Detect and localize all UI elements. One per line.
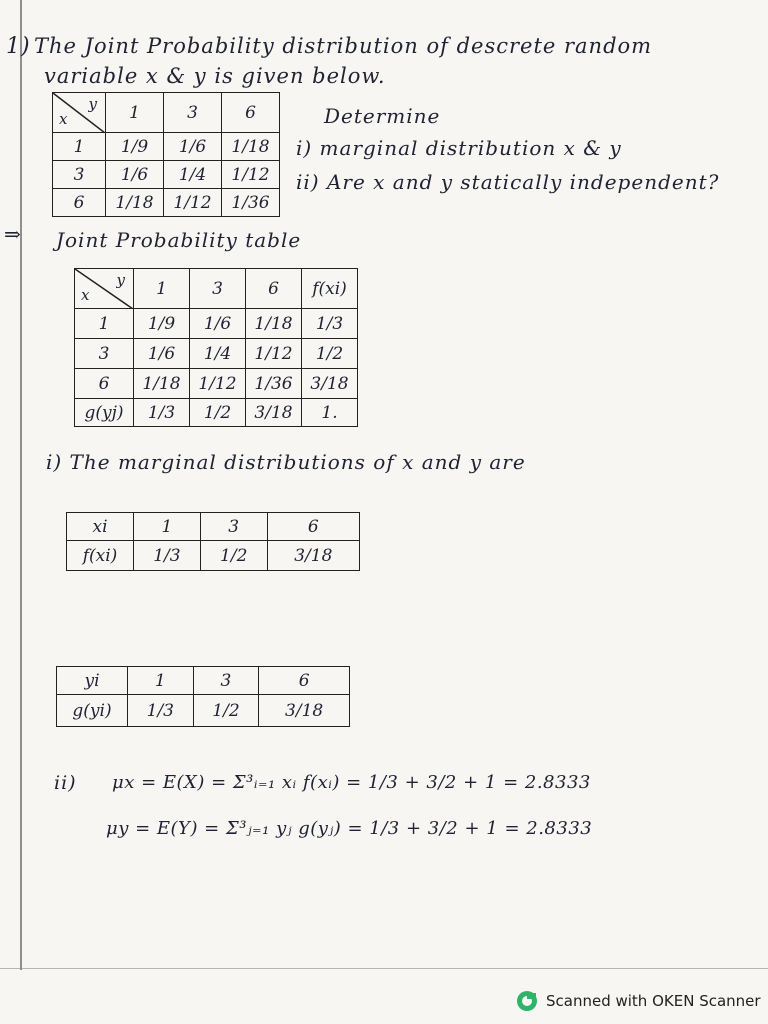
given-joint-table xyxy=(52,92,280,217)
col-header: 1 xyxy=(134,269,190,309)
row-header: 1 xyxy=(75,309,134,339)
table-cell: 1/12 xyxy=(164,189,222,217)
table-cell: 1/6 xyxy=(190,309,246,339)
mu-y-equation: μy = E(Y) = Σ³ⱼ₌₁ yⱼ g(yⱼ) = 1/3 + 3/2 + 1 = 2.8333 xyxy=(106,818,593,839)
table-cell: 1. xyxy=(302,399,358,427)
table-cell: 1/4 xyxy=(190,339,246,369)
scanner-logo-icon xyxy=(516,990,538,1012)
table-cell: 1/18 xyxy=(222,133,280,161)
row-header: 1 xyxy=(53,133,106,161)
marginal-title: i) The marginal distributions of x and y are xyxy=(46,450,526,474)
row-header: 3 xyxy=(53,161,106,189)
diag-header-cell xyxy=(75,269,134,309)
table-cell: 1/6 xyxy=(164,133,222,161)
header-cell: 3 xyxy=(200,513,267,541)
row-header: 6 xyxy=(75,369,134,399)
col-header: 6 xyxy=(246,269,302,309)
table-cell: 1/12 xyxy=(222,161,280,189)
col-header: 3 xyxy=(190,269,246,309)
header-cell: 1 xyxy=(128,667,194,695)
table-cell: 1/2 xyxy=(302,339,358,369)
diag-header-cell xyxy=(53,93,106,133)
table-cell: 1/6 xyxy=(106,161,164,189)
answer-arrow: ⇒ xyxy=(4,222,21,246)
part-i-question: i) marginal distribution x & y xyxy=(296,136,622,160)
question-line-1: The Joint Probability distribution of descrete random xyxy=(34,34,653,58)
header-cell: xi xyxy=(67,513,134,541)
table-cell: 1/36 xyxy=(246,369,302,399)
table-cell: 3/18 xyxy=(246,399,302,427)
question-line-2: variable x & y is given below. xyxy=(44,64,386,88)
col-header: 6 xyxy=(222,93,280,133)
col-header: 1 xyxy=(106,93,164,133)
table-cell: 1/2 xyxy=(193,695,259,727)
mu-x-equation: μx = E(X) = Σ³ᵢ₌₁ xᵢ f(xᵢ) = 1/3 + 3/2 + 1 = 2.8333 xyxy=(112,772,591,793)
table-cell: 1/9 xyxy=(106,133,164,161)
table-cell: 1/12 xyxy=(246,339,302,369)
table-cell: 1/3 xyxy=(134,399,190,427)
row-label: g(yi) xyxy=(57,695,128,727)
table-cell: 1/18 xyxy=(106,189,164,217)
table-cell: 1/3 xyxy=(128,695,194,727)
row-label: f(xi) xyxy=(67,541,134,571)
table-cell: 1/9 xyxy=(134,309,190,339)
joint-table-title: Joint Probability table xyxy=(56,228,302,252)
col-header: 3 xyxy=(164,93,222,133)
table-cell: 1/2 xyxy=(190,399,246,427)
table-cell: 1/18 xyxy=(134,369,190,399)
table-cell: 3/18 xyxy=(259,695,350,727)
x-label: x xyxy=(59,110,68,128)
row-header: 6 xyxy=(53,189,106,217)
table-cell: 1/2 xyxy=(200,541,267,571)
table-cell: 1/36 xyxy=(222,189,280,217)
table-cell: 3/18 xyxy=(267,541,359,571)
marginal-y-table xyxy=(56,666,350,727)
row-header: g(yj) xyxy=(75,399,134,427)
table-cell: 1/18 xyxy=(246,309,302,339)
margin-line xyxy=(20,0,22,970)
table-cell: 1/3 xyxy=(134,541,201,571)
marginal-x-table xyxy=(66,512,360,571)
part-ii-question: ii) Are x and y statically independent? xyxy=(296,170,720,194)
header-cell: 6 xyxy=(259,667,350,695)
table-cell: 3/18 xyxy=(302,369,358,399)
joint-probability-table xyxy=(74,268,358,427)
part-ii-label: ii) xyxy=(54,772,77,794)
determine-label: Determine xyxy=(324,104,441,128)
page-bottom-line xyxy=(0,968,768,969)
table-cell: 1/12 xyxy=(190,369,246,399)
table-cell: 1/6 xyxy=(134,339,190,369)
table-cell: 1/3 xyxy=(302,309,358,339)
y-label: y xyxy=(88,95,97,113)
scanner-text: Scanned with OKEN Scanner xyxy=(546,992,761,1010)
x-label: x xyxy=(81,286,90,304)
col-header: f(xi) xyxy=(302,269,358,309)
header-cell: 6 xyxy=(267,513,359,541)
row-header: 3 xyxy=(75,339,134,369)
header-cell: 1 xyxy=(134,513,201,541)
scanner-watermark xyxy=(516,990,761,1012)
header-cell: 3 xyxy=(193,667,259,695)
y-label: y xyxy=(116,271,125,289)
question-number: 1) xyxy=(6,34,31,59)
header-cell: yi xyxy=(57,667,128,695)
table-cell: 1/4 xyxy=(164,161,222,189)
